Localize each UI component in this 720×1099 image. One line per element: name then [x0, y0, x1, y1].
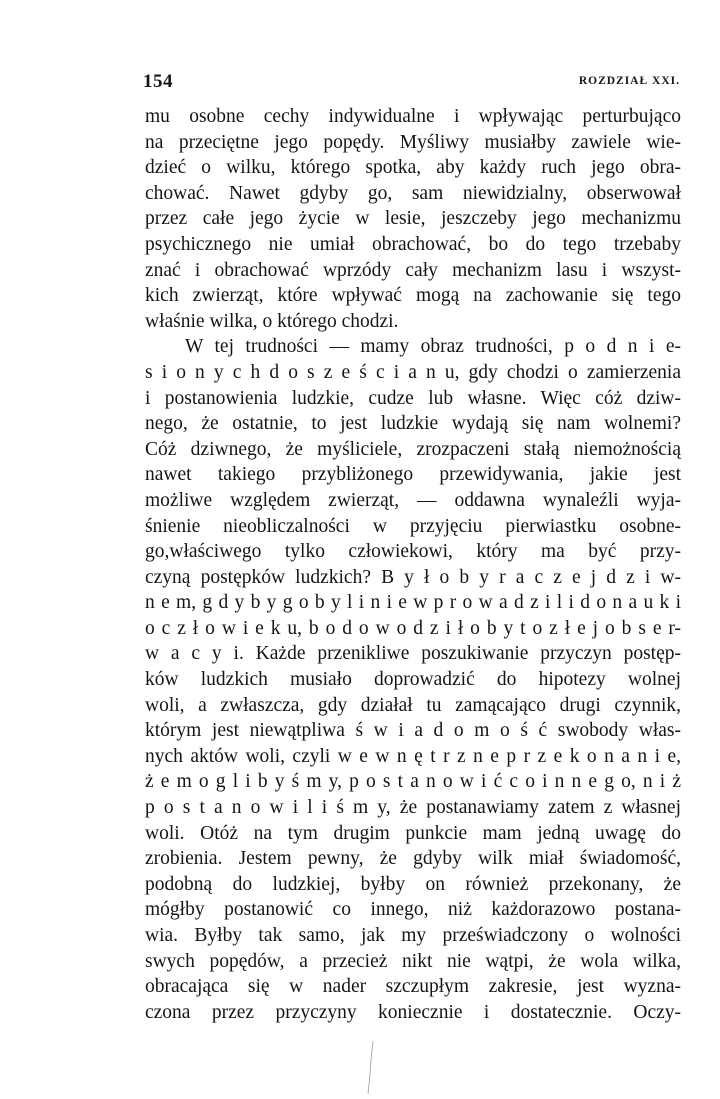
text-line: dzieć o wilku, którego spotka, aby każdy ruch jego obra-	[145, 157, 681, 179]
text-line: nego, że ostatnie, to jest ludzkie wydają się nam wolnemi?	[145, 413, 681, 435]
text-line: podobną do ludzkiej, byłby on również przekonany, że	[145, 873, 681, 895]
scan-artifact-line	[366, 1040, 376, 1095]
text-line: n e m, g d y b y g o b y l i n i e w p r o w a d z i l i d o n a u k i	[145, 592, 681, 614]
text-line: nawet takiego przybliżonego przewidywania, jakie jest	[145, 464, 681, 486]
text-line: nych aktów woli, czyli w e w n ę t r z n e p r z e k o n a n i e,	[145, 745, 681, 767]
text-line: na przeciętne jego popędy. Myśliwy musiałby zawiele wie-	[145, 131, 681, 153]
text-line: psychicznego nie umiał obrachować, bo do tego trzebaby	[145, 233, 681, 255]
paragraph-first-line: W tej trudności — mamy obraz trudności, p o d n i e-	[185, 336, 681, 358]
text-line: przez całe jego życie w lesie, jeszczeby jego mechanizmu	[145, 208, 681, 230]
text-line: znać i obrachować wprzódy cały mechanizm lasu i wszyst-	[145, 259, 681, 281]
text-line: zrobienia. Jestem pewny, że gdyby wilk miał świadomość,	[145, 848, 681, 870]
text-line: go,właściwego tylko człowiekowi, który ma być przy-	[145, 541, 681, 563]
text-line: p o s t a n o w i l i ś m y, że postanawiamy zatem z własnej	[145, 797, 681, 819]
page-number: 154	[143, 71, 173, 92]
text-line: wia. Byłby tak samo, jak my przeświadczony o wolności	[145, 925, 681, 946]
text-line: o c z ł o w i e k u, b o d o w o d z i ł o b y t o z ł e j o b s e r-	[145, 617, 681, 639]
text-line: chować. Nawet gdyby go, sam niewidzialny, obserwował	[145, 182, 681, 204]
text-line: możliwe względem zwierząt, — oddawna wynaleźli wyja-	[145, 489, 681, 511]
text-line: czyną postępków ludzkich? B y ł o b y r a c z e j d z i w-	[145, 566, 681, 588]
text-line: obracająca się w nader szczupłym zakresie, jest wyzna-	[145, 976, 681, 998]
text-line: ż e m o g l i b y ś m y, p o s t a n o w i ć c o i n n e g o, n i ż	[145, 771, 681, 793]
text-line: s i o n y c h d o s z e ś c i a n u, gdy chodzi o zamierzenia	[145, 361, 681, 383]
text-line: śnienie nieobliczalności w przyjęciu pierwiastku osobne-	[145, 515, 681, 537]
text-line: woli, a zwłaszcza, gdy działał tu zamącająco drugi czynnik,	[145, 694, 681, 716]
text-line: Cóż dziwnego, że myśliciele, zrozpaczeni stałą niemożnością	[145, 438, 681, 460]
text-line: mógłby postanowić co innego, niż każdorazowo postana-	[145, 899, 681, 921]
running-head: ROZDZIAŁ XXI.	[578, 75, 680, 87]
text-line: i postanowienia ludzkie, cudze lub własne. Więc cóż dziw-	[145, 387, 681, 409]
text-line: którym jest niewątpliwa ś w i a d o m o ś ć swobody włas-	[145, 720, 681, 742]
text-line: czona przez przyczyny koniecznie i dostatecznie. Oczy-	[145, 1001, 681, 1023]
text-line: mu osobne cechy indywidualne i wpływając perturbująco	[145, 106, 681, 127]
text-line: w a c y i. Każde przenikliwe poszukiwanie przyczyn postęp-	[145, 643, 681, 665]
text-line: swych popędów, a przecież nikt nie wątpi, że wola wilka,	[145, 950, 681, 972]
text-line: ków ludzkich musiało doprowadzić do hipotezy wolnej	[145, 669, 681, 691]
text-line: kich zwierząt, które wpływać mogą na zachowanie się tego	[145, 285, 681, 307]
text-line: właśnie wilka, o którego chodzi.	[145, 310, 399, 332]
body-text	[145, 104, 681, 1025]
text-line: woli. Otóż na tym drugim punkcie mam jedną uwagę do	[145, 822, 681, 844]
